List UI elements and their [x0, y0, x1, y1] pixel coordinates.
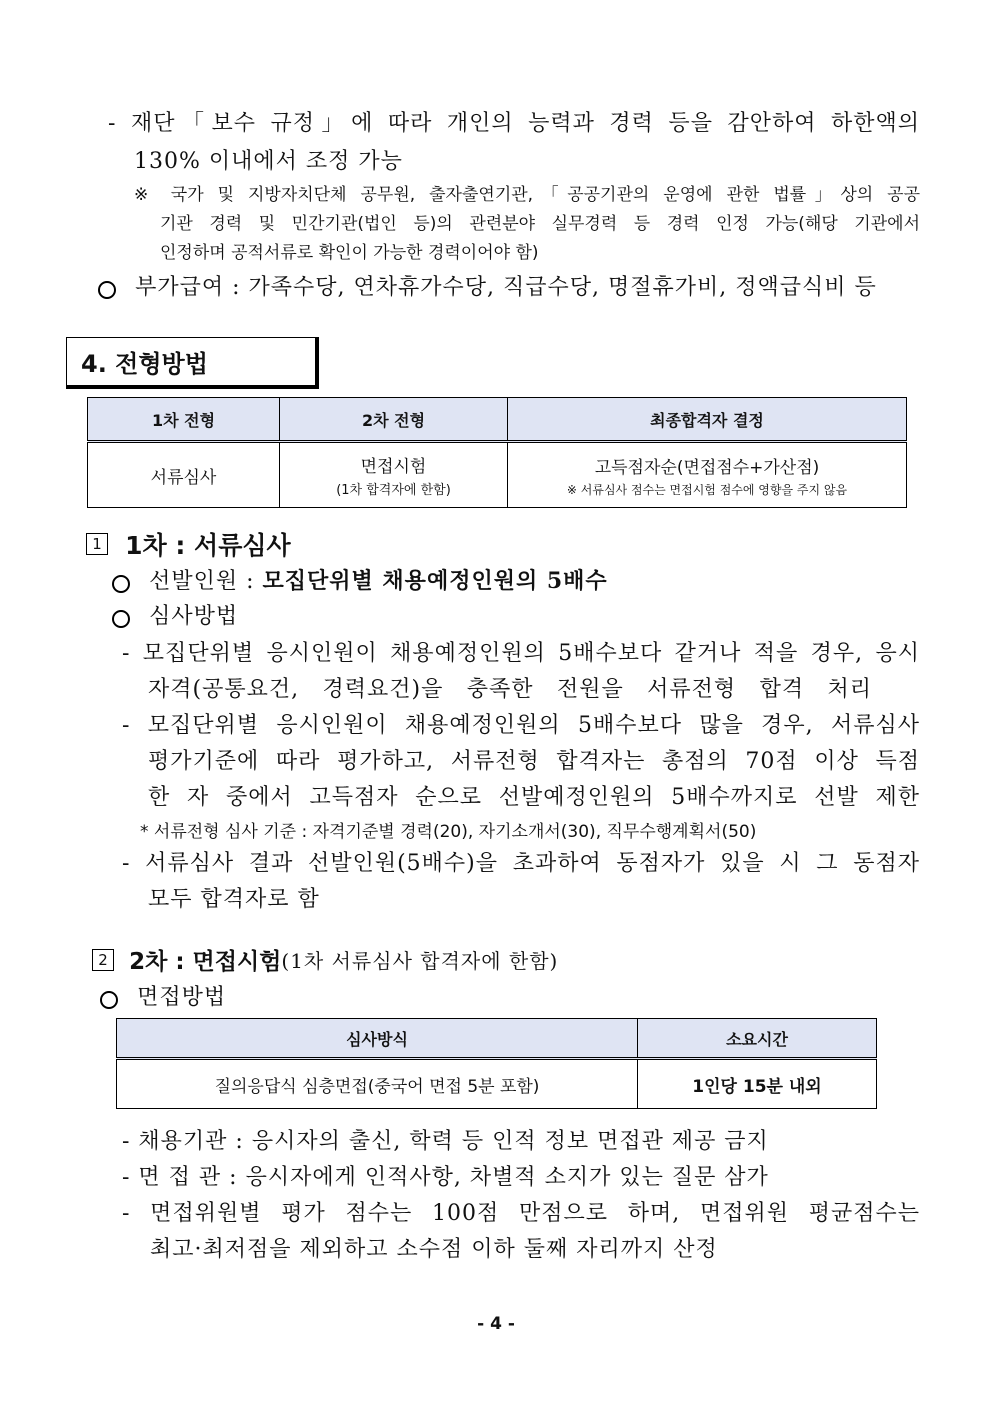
step1-method-item — [112, 599, 238, 630]
cell-second-stage-main: 면접시험 — [360, 457, 427, 477]
circle-bullet-icon — [98, 281, 116, 299]
cell-first-stage: 서류심사 — [88, 442, 280, 508]
step1-number-box: 1 — [86, 533, 108, 555]
interview-table — [116, 1018, 877, 1109]
cell-second-stage-sub: (1차 합격자에 한함) — [336, 483, 451, 498]
step1-title: 1차 : 서류심사 — [125, 531, 291, 560]
extra-pay-item — [98, 270, 910, 301]
header-first-stage: 1차 전형 — [88, 398, 280, 442]
circle-bullet-icon — [100, 991, 118, 1009]
section-title: 4. 전형방법 — [81, 350, 208, 378]
document-criteria-note: * 서류전형 심사 기준 : 자격기준별 경력(20), 자기소개서(30), 직무수행계획서(50) — [140, 822, 757, 842]
step2-number-box: 2 — [92, 949, 114, 971]
selection-value: 모집단위별 채용예정인원의 5배수 — [262, 568, 608, 594]
header-interview-type: 심사방식 — [117, 1019, 638, 1059]
circle-bullet-icon — [112, 575, 130, 593]
cell-duration: 1인당 15분 내외 — [638, 1059, 877, 1109]
career-note-line3: 인정하며 공적서류로 확인이 가능한 경력이어야 함) — [160, 243, 539, 263]
career-note-line1: ※ 국가 및 지방자치단체 공무원, 출자출연기관,「공공기관의 운영에 관한 법률」상의 공공 — [134, 185, 920, 205]
step1-selection-item — [112, 564, 608, 595]
step2-bullet2: - 면 접 관 : 응시자에게 인적사항, 차별적 소지가 있는 질문 삼가 — [122, 1165, 769, 1190]
step2-bullet3-line2: 최고·최저점을 제외하고 소수점 이하 둘째 자리까지 산정 — [150, 1237, 718, 1262]
salary-adjust-line2: 130% 이내에서 조정 가능 — [134, 149, 403, 174]
step2-title: 2차 : 면접시험 — [129, 949, 282, 975]
step1-bullet3-line2: 모두 합격자로 함 — [148, 887, 320, 912]
table-row — [117, 1059, 877, 1109]
step2-bullet1: - 채용기관 : 응시자의 출신, 학력 등 인적 정보 면접관 제공 금지 — [122, 1129, 769, 1154]
section-title-box — [66, 337, 319, 389]
header-final-decision: 최종합격자 결정 — [508, 398, 907, 442]
interview-method-label: 면접방법 — [137, 985, 227, 1010]
header-second-stage: 2차 전형 — [280, 398, 508, 442]
career-note-line2: 기관 경력 및 민간기관(법인 등)의 관련분야 실무경력 등 경력 인정 가능(해당 기관에서 — [160, 214, 920, 234]
step2-bullet3-line1: - 면접위원별 평가 점수는 100점 만점으로 하며, 면접위원 평균점수는 — [122, 1201, 920, 1226]
cell-final-decision — [508, 442, 907, 508]
cell-second-stage — [280, 442, 508, 508]
extra-pay-text: 부가급여 : 가족수당, 연차휴가수당, 직급수당, 명절휴가비, 정액급식비 등 — [135, 275, 877, 300]
step2-heading — [92, 943, 558, 976]
step1-bullet2-line1: - 모집단위별 응시인원이 채용예정인원의 5배수보다 많을 경우, 서류심사 — [122, 713, 920, 738]
salary-adjust-line1: - 재단「보수 규정」에 따라 개인의 능력과 경력 등을 감안하여 하한액의 — [108, 111, 920, 136]
selection-table — [87, 397, 907, 508]
table-row — [88, 442, 907, 508]
cell-final-decision-main: 고득점자순(면접점수+가산점) — [594, 457, 820, 478]
step1-heading — [86, 526, 291, 562]
step1-bullet1-line2: 자격(공통요건, 경력요건)을 충족한 전원을 서류전형 합격 처리 — [148, 677, 872, 702]
step2-title-suffix: (1차 서류심사 합격자에 한함) — [281, 949, 559, 973]
step1-bullet2-line2: 평가기준에 따라 평가하고, 서류전형 합격자는 총점의 70점 이상 득점 — [148, 749, 920, 774]
step1-bullet1-line1: - 모집단위별 응시인원이 채용예정인원의 5배수보다 같거나 적을 경우, 응시 — [122, 641, 920, 666]
step1-bullet3-line1: - 서류심사 결과 선발인원(5배수)을 초과하여 동점자가 있을 시 그 동점자 — [122, 851, 920, 876]
step1-bullet2-line3: 한 자 중에서 고득점자 순으로 선발예정인원의 5배수까지로 선발 제한 — [148, 785, 920, 810]
cell-final-decision-sub: ※ 서류심사 점수는 면접시험 점수에 영향을 주지 않음 — [566, 482, 848, 497]
cell-interview-type: 질의응답식 심층면접(중국어 면접 5분 포함) — [117, 1059, 638, 1109]
circle-bullet-icon — [112, 610, 130, 628]
selection-label: 선발인원 : — [149, 569, 263, 594]
page-number: - 4 - — [477, 1314, 515, 1334]
step2-method-item — [100, 980, 226, 1011]
method-label: 심사방법 — [149, 604, 239, 629]
header-duration: 소요시간 — [638, 1019, 877, 1059]
